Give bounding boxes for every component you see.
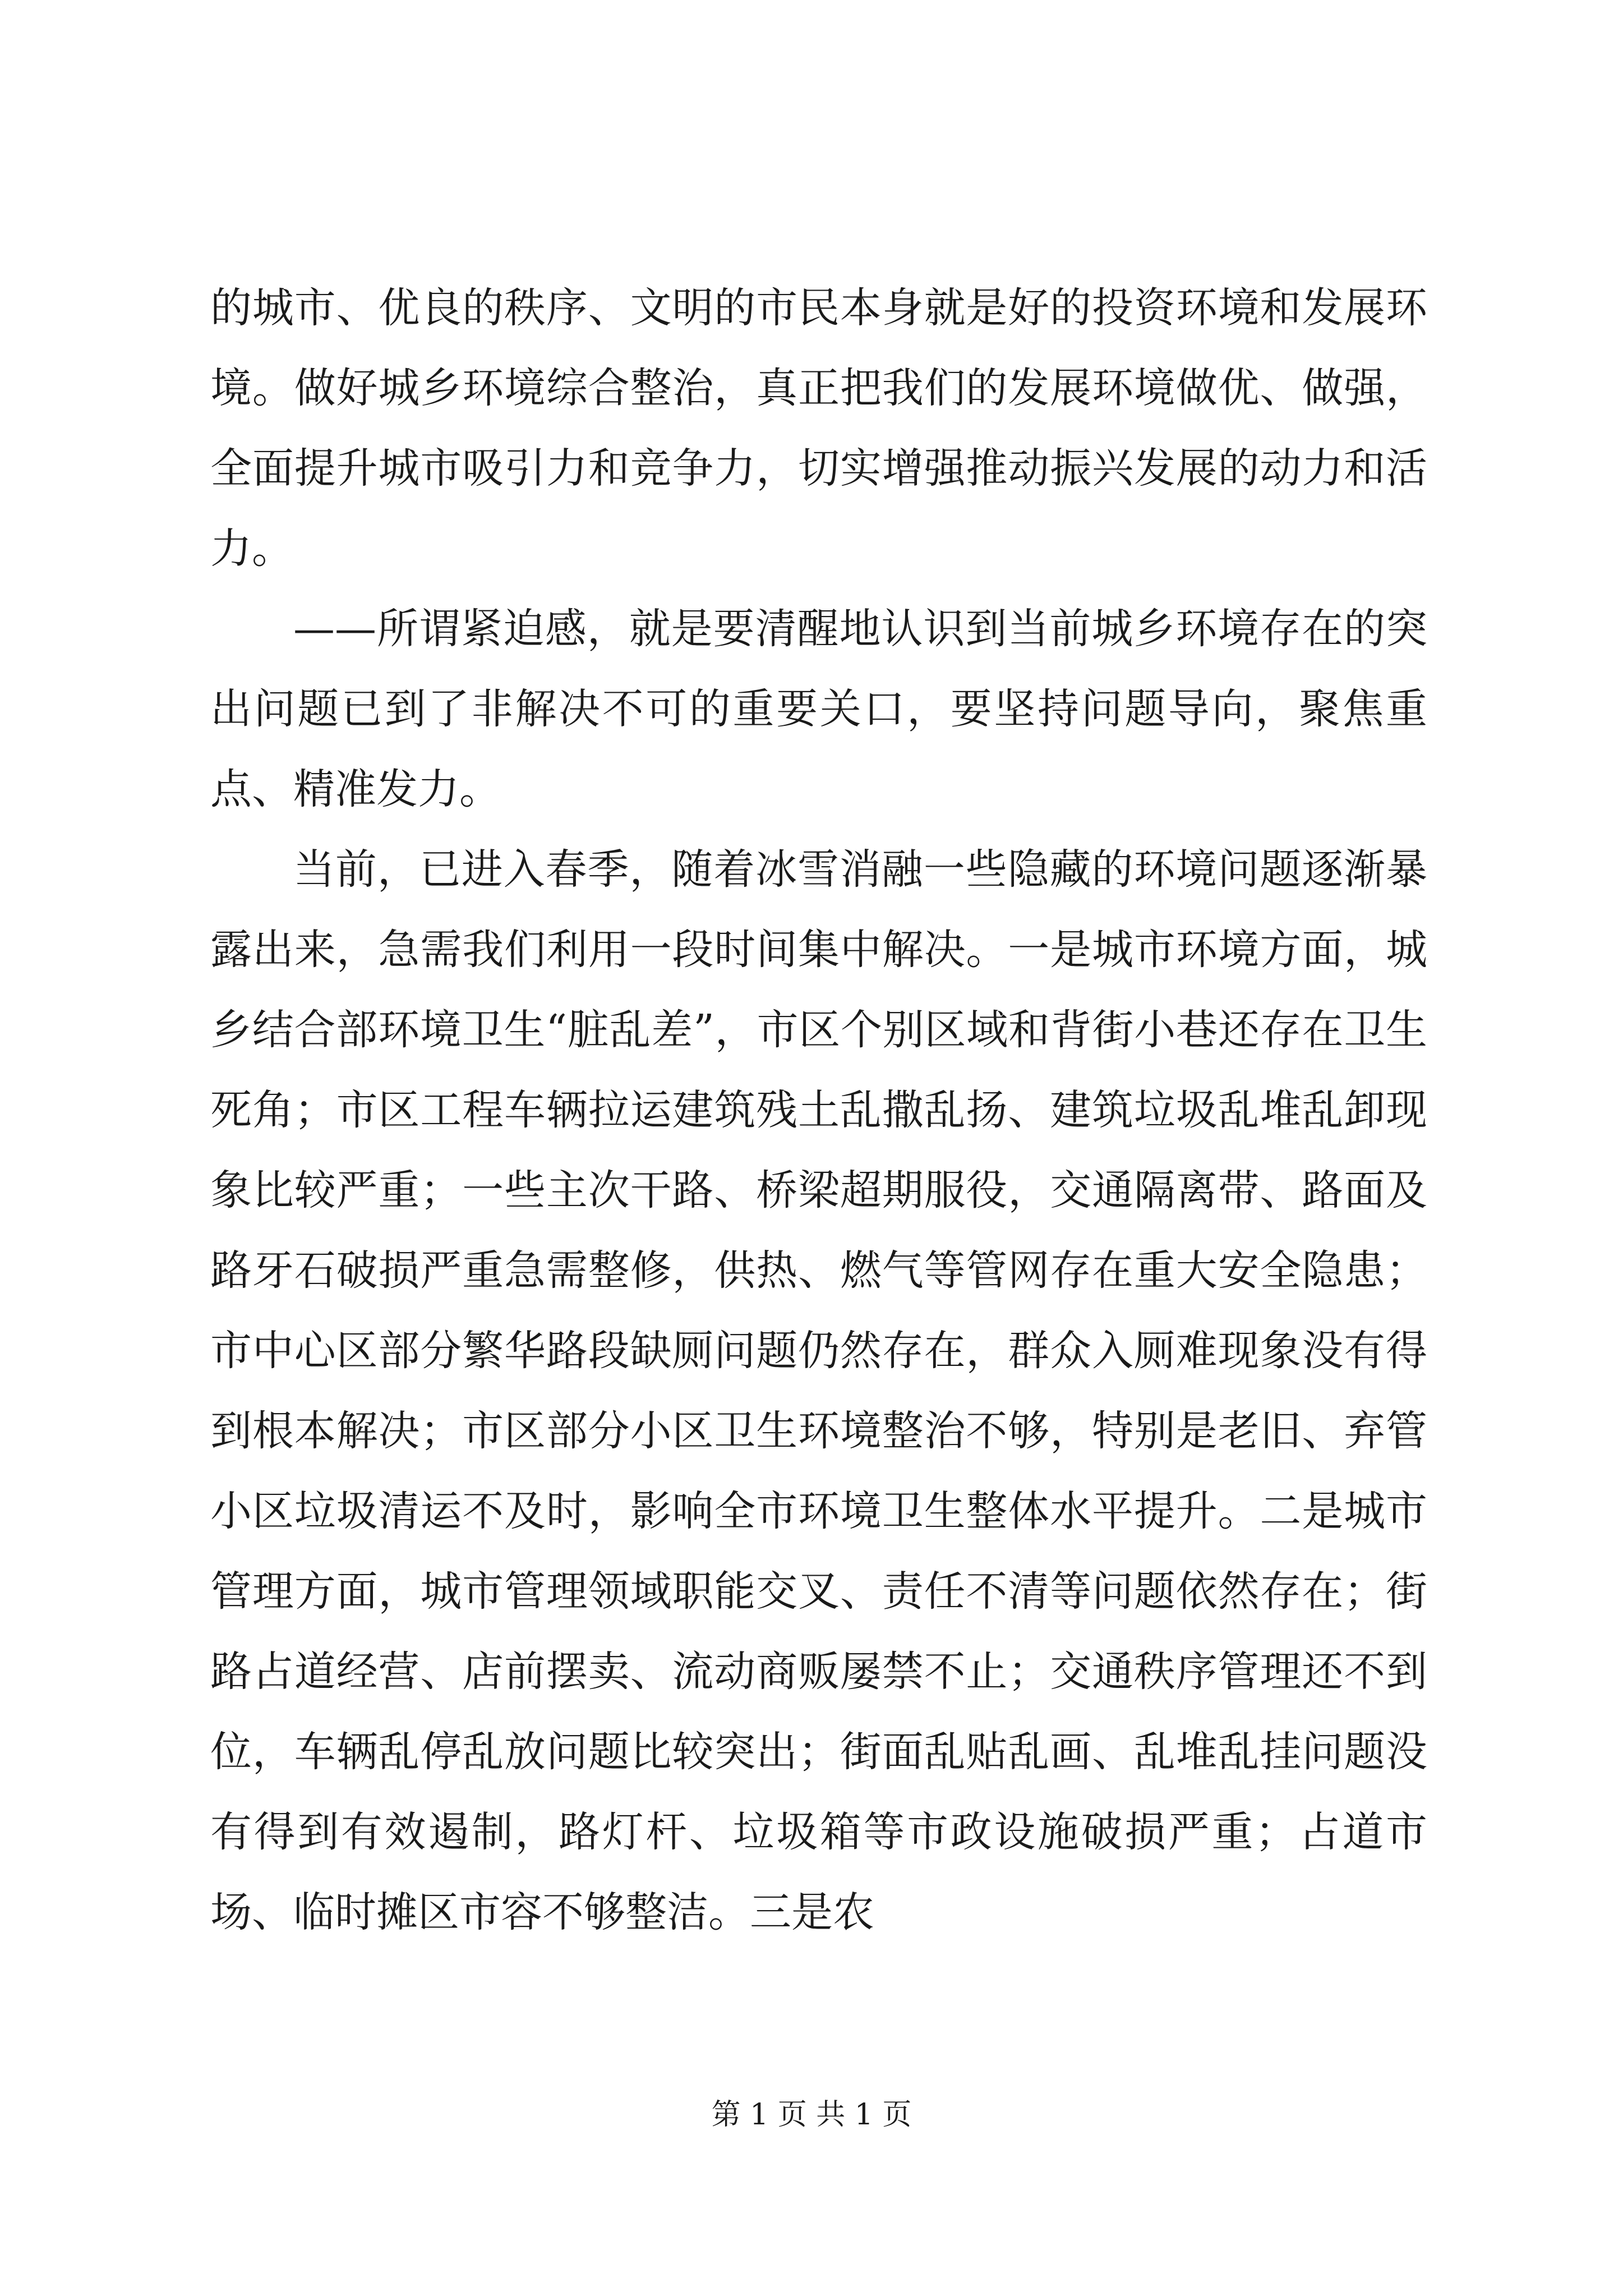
paragraph-continuation: 的城市、优良的秩序、文明的市民本身就是好的投资环境和发展环境。做好城乡环境综合整治，真正把我们的发展环境做优、做强，全面提升城市吸引力和竞争力，切实增强推动振兴发展的动力和活力。 [210,284,1427,573]
document-body [210,268,1427,1953]
paragraph-current-issues: 当前，已进入春季，随着冰雪消融一些隐藏的环境问题逐渐暴露出来，急需我们利用一段时间集中解决。一是城市环境方面，城乡结合部环境卫生“脏乱差”，市区个别区域和背街小巷还存在卫生死角；市区工程车辆拉运建筑残土乱撒乱扬、建筑垃圾乱堆乱卸现象比较严重；一些主次干路、桥梁超期服役，交通隔离带、路面及路牙石破损严重急需整修，供热、燃气等管网存在重大安全隐患；市中心区部分繁华路段缺厕问题仍然存在，群众入厕难现象没有得到根本解决；市区部分小区卫生环境整治不够，特别是老旧、弃管小区垃圾清运不及时，影响全市环境卫生整体水平提升。二是城市管理方面，城市管理领域职能交叉、责任不清等问题依然存在；街路占道经营、店前摆卖、流动商贩屡禁不止；交通秩序管理还不到位，车辆乱停乱放问题比较突出；街面乱贴乱画、乱堆乱挂问题没有得到有效遏制，路灯杆、垃圾箱等市政设施破损严重；占道市场、临时摊区市容不够整洁。三是农 [210,845,1427,1936]
page-footer: 第 1 页 共 1 页 [711,2098,912,2132]
paragraph-urgency: ——所谓紧迫感，就是要清醒地认识到当前城乡环境存在的突出问题已到了非解决不可的重要关口，要坚持问题导向，聚焦重点、精准发力。 [210,605,1427,813]
